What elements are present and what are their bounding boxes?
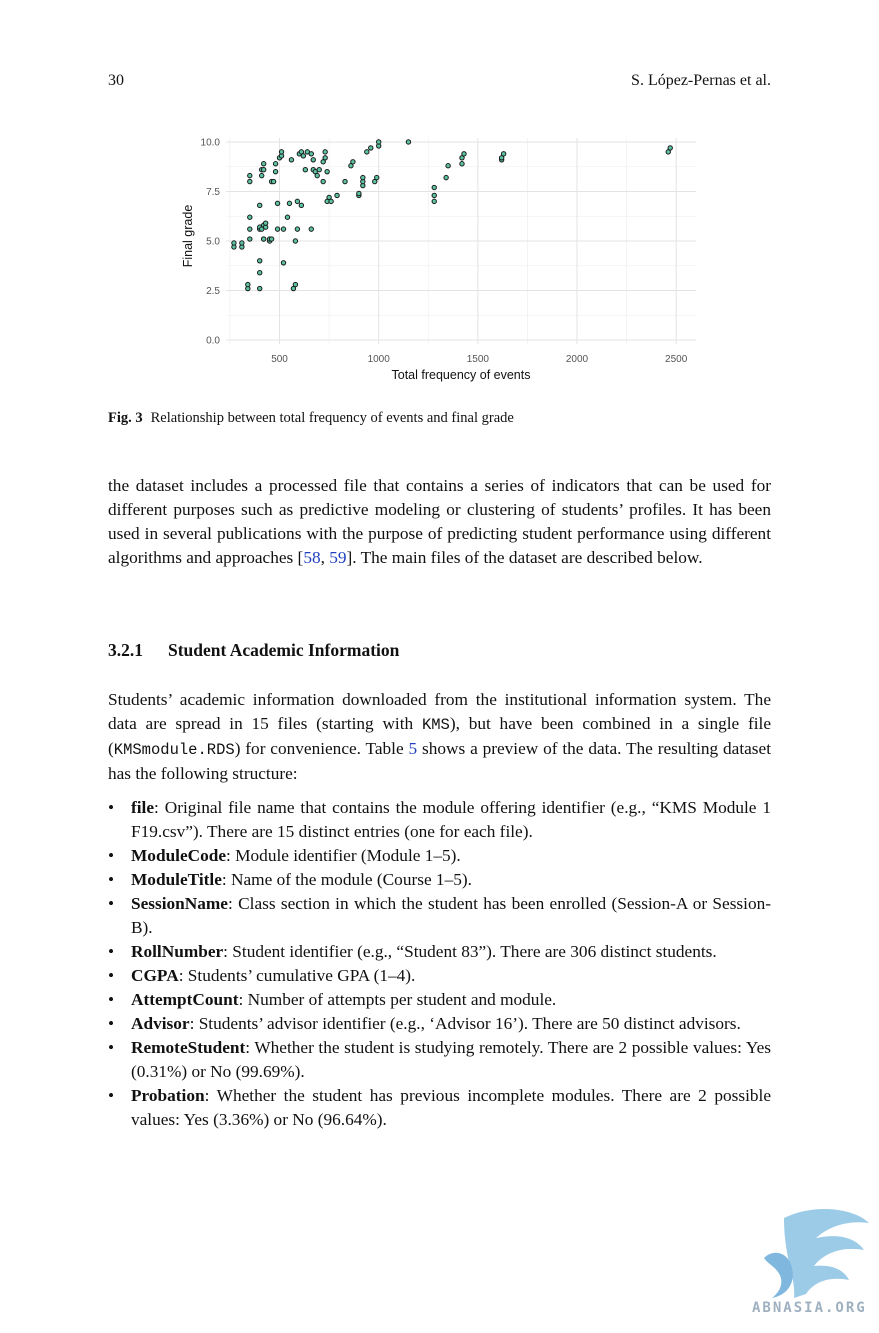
field-desc: : Number of attempts per student and module.: [238, 990, 557, 1009]
data-point: [248, 173, 252, 177]
field-name: Advisor: [131, 1014, 190, 1033]
y-axis-label: Final grade: [181, 204, 195, 268]
data-point: [309, 152, 313, 156]
data-point: [406, 140, 410, 144]
data-point: [460, 162, 464, 166]
data-point: [248, 215, 252, 219]
field-name: RollNumber: [131, 942, 224, 961]
list-item: [108, 1036, 771, 1084]
data-point: [317, 167, 321, 171]
data-point: [295, 227, 299, 231]
data-point: [259, 173, 263, 177]
data-point: [248, 227, 252, 231]
data-point: [263, 221, 267, 225]
data-point: [323, 150, 327, 154]
data-point: [329, 199, 333, 203]
paragraph-2-text-b: ), but have been combined in a single file (: [108, 714, 771, 758]
data-point: [462, 152, 466, 156]
data-point: [232, 241, 236, 245]
data-point: [303, 167, 307, 171]
list-item: [108, 1084, 771, 1132]
field-name: Probation: [131, 1086, 205, 1105]
watermark-text: ABNASIA.ORG: [752, 1300, 867, 1316]
data-point: [444, 175, 448, 179]
list-item: [108, 940, 771, 964]
data-point: [351, 160, 355, 164]
data-point: [325, 169, 329, 173]
x-tick-label: 2000: [565, 354, 589, 365]
paragraph-2-text-a: Students’ academic information downloaded from the institutional information system. The data are spread in 15 files (starting with: [108, 690, 771, 733]
field-desc: : Original file name that contains the module offering identifier (e.g., “KMS Module 1 F19.csv”). There are 15 distinct entries (one for each file).: [131, 798, 771, 841]
list-item: [108, 844, 771, 868]
y-tick-label: 7.5: [206, 186, 220, 198]
data-point: [269, 237, 273, 241]
data-point: [501, 152, 505, 156]
scatter-chart: [180, 130, 710, 388]
data-point: [311, 158, 315, 162]
data-point: [293, 282, 297, 286]
data-point: [258, 270, 262, 274]
data-point: [261, 167, 265, 171]
paragraph-2-text-c: ) for convenience. Table: [234, 739, 409, 758]
data-point: [295, 199, 299, 203]
data-point: [273, 169, 277, 173]
field-desc: : Students’ cumulative GPA (1–4).: [178, 966, 416, 985]
field-name: RemoteStudent: [131, 1038, 246, 1057]
list-item: [108, 892, 771, 940]
field-desc: : Students’ advisor identifier (e.g., ‘Advisor 16’). There are 50 distinct advisors.: [189, 1014, 741, 1033]
data-point: [246, 282, 250, 286]
list-item: [108, 1012, 771, 1036]
data-point: [369, 146, 373, 150]
data-point: [432, 199, 436, 203]
running-head: S. López-Pernas et al.: [631, 72, 771, 89]
paragraph-1-text: the dataset includes a processed file that contains a series of indicators that can be used for different purposes such as predictive modeling or clustering of students’ profiles. It has been used in several publications with the purpose of predicting student performance using different algorithms and approaches [: [108, 476, 771, 567]
figure-caption: [108, 410, 514, 427]
reference-58-link[interactable]: 58: [303, 548, 321, 567]
data-point: [335, 193, 339, 197]
data-point: [275, 201, 279, 205]
reference-separator: ,: [320, 548, 330, 567]
data-point: [315, 173, 319, 177]
field-name: CGPA: [131, 966, 179, 985]
data-point: [258, 203, 262, 207]
data-point: [432, 185, 436, 189]
data-point: [261, 237, 265, 241]
data-point: [240, 241, 244, 245]
field-desc: : Whether the student is studying remotely. There are 2 possible values: Yes (0.31%) or No (99.69%).: [131, 1038, 771, 1081]
field-desc: : Class section in which the student has been enrolled (Session-A or Session-B).: [131, 894, 771, 937]
data-point: [432, 193, 436, 197]
data-point: [299, 203, 303, 207]
data-point: [446, 164, 450, 168]
data-point: [275, 227, 279, 231]
x-axis-label: Total frequency of events: [391, 368, 531, 382]
list-item: [108, 796, 771, 844]
data-point: [273, 162, 277, 166]
field-name: ModuleTitle: [131, 870, 222, 889]
field-list: [108, 796, 771, 1132]
data-point: [343, 179, 347, 183]
x-tick-label: 2500: [665, 354, 688, 365]
paragraph-2-text-d: shows a preview of the data. The resulting dataset has the following structure:: [108, 739, 772, 783]
section-number: 3.2.1: [108, 640, 143, 660]
paragraph-1-end: ]. The main files of the dataset are described below.: [346, 548, 703, 567]
data-point: [287, 201, 291, 205]
field-desc: : Student identifier (e.g., “Student 83”). There are 306 distinct students.: [223, 942, 717, 961]
data-point: [301, 154, 305, 158]
list-item: [108, 964, 771, 988]
data-point: [281, 227, 285, 231]
data-point: [258, 259, 262, 263]
y-tick-label: 5.0: [206, 236, 220, 248]
x-tick-label: 1000: [367, 354, 390, 365]
data-point: [668, 146, 672, 150]
data-point: [293, 239, 297, 243]
data-point: [261, 162, 265, 166]
field-desc: : Name of the module (Course 1–5).: [221, 870, 472, 889]
page-number: 30: [108, 72, 124, 89]
data-point: [258, 286, 262, 290]
data-point: [285, 215, 289, 219]
field-name: file: [131, 798, 155, 817]
y-tick-label: 0.0: [206, 335, 220, 347]
data-point: [279, 150, 283, 154]
list-item: [108, 868, 771, 892]
y-tick-label: 10.0: [200, 137, 220, 149]
field-name: ModuleCode: [131, 846, 227, 865]
data-point: [289, 158, 293, 162]
field-desc: : Whether the student has previous incomplete modules. There are 2 possible values: Yes (3.36%) or No (96.64%).: [131, 1086, 771, 1129]
paragraph-1: [108, 474, 771, 570]
data-point: [309, 227, 313, 231]
field-name: SessionName: [131, 894, 228, 913]
data-point: [377, 140, 381, 144]
code-kms: KMS: [421, 716, 450, 734]
list-item: [108, 988, 771, 1012]
data-point: [361, 175, 365, 179]
table-5-link[interactable]: 5: [408, 739, 418, 758]
figure-caption-text: Relationship between total frequency of events and final grade: [150, 410, 514, 426]
field-name: AttemptCount: [131, 990, 239, 1009]
x-tick-label: 1500: [466, 354, 489, 365]
y-tick-label: 2.5: [206, 286, 220, 298]
data-point: [281, 261, 285, 265]
code-kmsmodule: KMSmodule.RDS: [113, 741, 235, 759]
data-point: [248, 237, 252, 241]
figure-label: Fig. 3: [108, 410, 143, 426]
data-point: [248, 179, 252, 183]
reference-59-link[interactable]: 59: [329, 548, 347, 567]
section-heading: [108, 640, 399, 661]
x-tick-label: 500: [271, 354, 288, 365]
data-point: [271, 179, 275, 183]
data-point: [321, 179, 325, 183]
section-title: Student Academic Information: [168, 640, 400, 660]
paragraph-2: [108, 688, 771, 786]
field-desc: : Module identifier (Module 1–5).: [226, 846, 461, 865]
data-point: [375, 175, 379, 179]
data-point: [365, 150, 369, 154]
data-point: [357, 191, 361, 195]
data-point: [323, 156, 327, 160]
